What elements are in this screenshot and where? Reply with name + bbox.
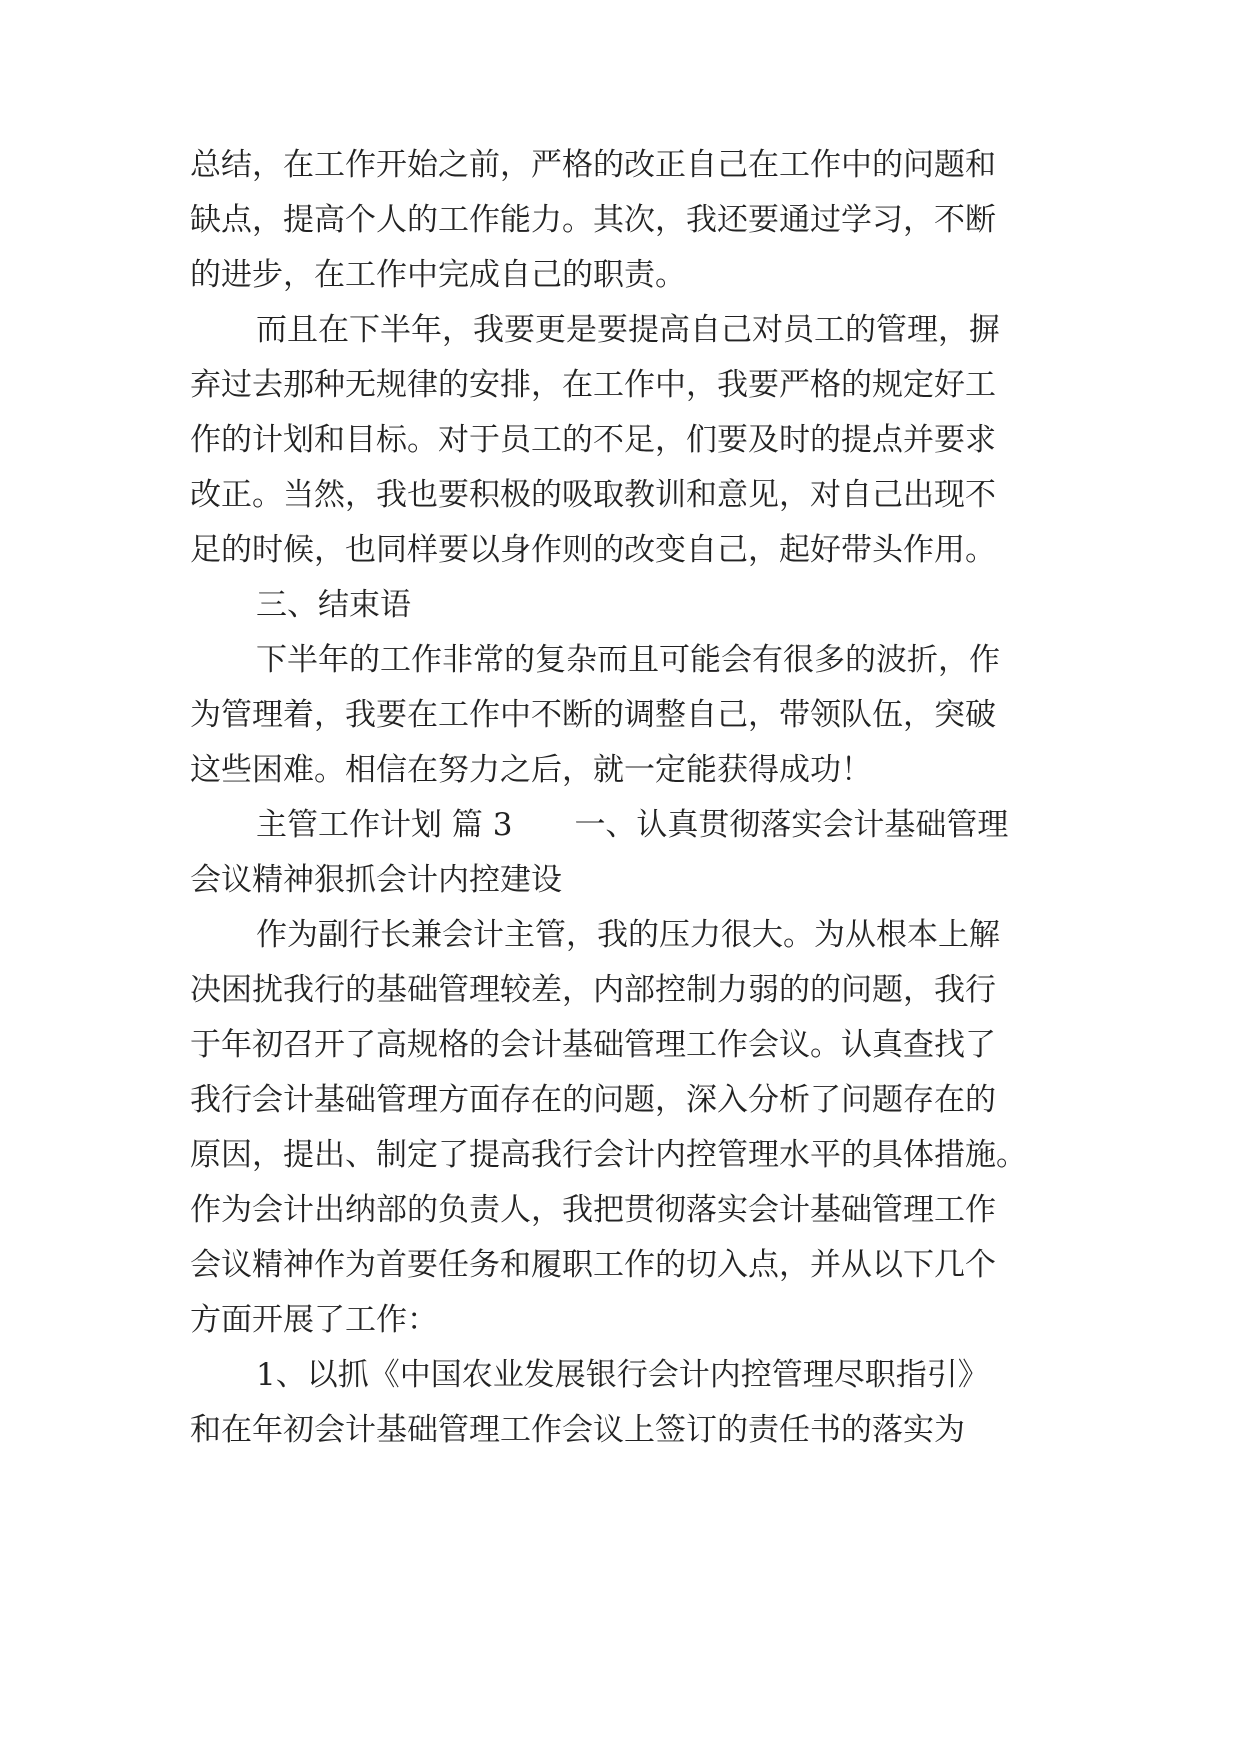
plan-subtitle: 一、认真贯彻落实会计基础管理 [574, 807, 1009, 843]
plan-heading-line [256, 805, 1008, 845]
paragraph-line: 于年初召开了高规格的会计基础管理工作会议。认真查找了 [190, 1027, 996, 1063]
paragraph-line: 这些困难。相信在努力之后，就一定能获得成功！ [190, 752, 872, 788]
paragraph-line: 原因，提出、制定了提高我行会计内控管理水平的具体措施。 [190, 1137, 1027, 1173]
paragraph-line: 作的计划和目标。对于员工的不足，们要及时的提点并要求 [190, 422, 996, 458]
paragraph-line: 作为会计出纳部的负责人，我把贯彻落实会计基础管理工作 [190, 1192, 996, 1228]
paragraph-line: 总结，在工作开始之前，严格的改正自己在工作中的问题和 [190, 147, 996, 183]
paragraph-line: 而且在下半年，我要更是要提高自己对员工的管理，摒 [256, 312, 1000, 348]
paragraph-line: 作为副行长兼会计主管，我的压力很大。为从根本上解 [256, 917, 1000, 953]
paragraph-line: 改正。当然，我也要积极的吸取教训和意见，对自己出现不 [190, 477, 996, 513]
paragraph-line: 会议精神狠抓会计内控建设 [190, 862, 562, 898]
section-heading: 三、结束语 [256, 587, 411, 623]
paragraph-line: 的进步，在工作中完成自己的职责。 [190, 257, 686, 293]
paragraph-line: 下半年的工作非常的复杂而且可能会有很多的波折，作 [256, 642, 1000, 678]
paragraph-line: 和在年初会计基础管理工作会议上签订的责任书的落实为 [190, 1412, 965, 1448]
paragraph-line: 足的时候，也同样要以身作则的改变自己，起好带头作用。 [190, 532, 996, 568]
paragraph-line: 会议精神作为首要任务和履职工作的切入点，并从以下几个 [190, 1247, 996, 1283]
paragraph-line: 弃过去那种无规律的安排，在工作中，我要严格的规定好工 [190, 367, 996, 403]
paragraph-line: 为管理着，我要在工作中不断的调整自己，带领队伍，突破 [190, 697, 996, 733]
paragraph-line: 决困扰我行的基础管理较差，内部控制力弱的的问题，我行 [190, 972, 996, 1008]
paragraph-line: 方面开展了工作： [190, 1302, 438, 1338]
paragraph-line: 我行会计基础管理方面存在的问题，深入分析了问题存在的 [190, 1082, 996, 1118]
paragraph-line: 1、以抓《中国农业发展银行会计内控管理尽职指引》 [256, 1357, 989, 1393]
paragraph-line: 缺点，提高个人的工作能力。其次，我还要通过学习，不断 [190, 202, 996, 238]
plan-title: 主管工作计划 篇 3 [256, 807, 513, 843]
